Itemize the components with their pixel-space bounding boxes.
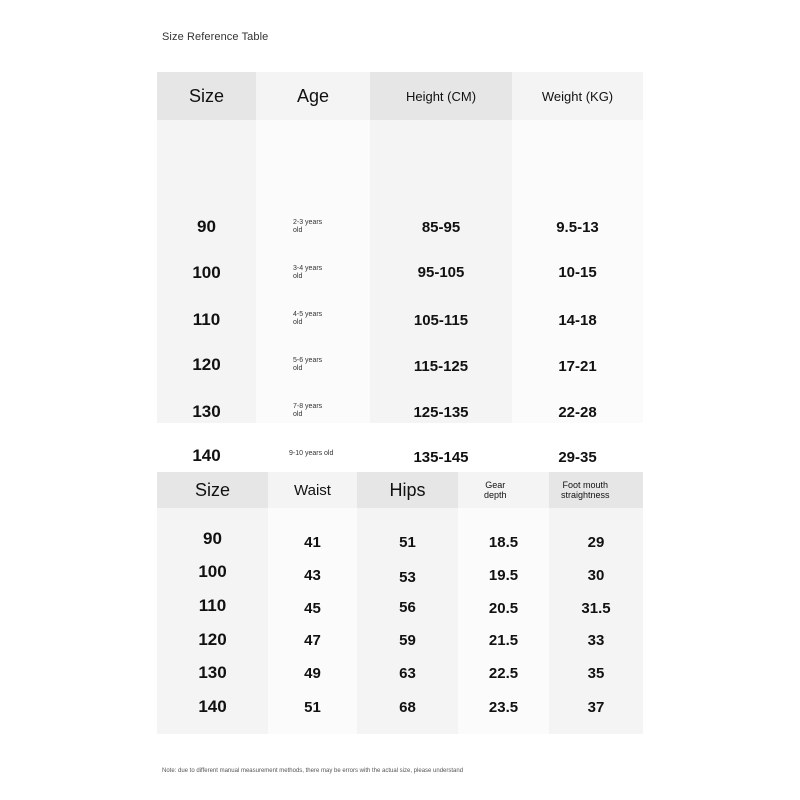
table-cell: 10-15 — [558, 263, 597, 281]
table-cell: 115-125 — [413, 357, 469, 375]
column-age — [256, 72, 370, 457]
table-cell: 37 — [587, 698, 605, 716]
table-cell: 31.5 — [581, 599, 611, 617]
table-cell: 19.5 — [488, 566, 519, 584]
column-foot-mouth — [549, 472, 643, 734]
table-cell: 105-115 — [413, 311, 469, 329]
column-size — [157, 472, 268, 734]
size-measurements-table — [157, 472, 643, 734]
table-cell: 41 — [304, 533, 321, 551]
table-cell: 110 — [198, 596, 227, 615]
header-foot-mouth: Foot mouth straightness — [549, 472, 643, 508]
table-cell: 90 — [197, 217, 216, 236]
table-cell: 130 — [198, 663, 227, 682]
table-cell: 100 — [198, 562, 227, 581]
table-cell: 53 — [399, 568, 416, 586]
table-cell: 51 — [399, 533, 416, 551]
column-weight — [512, 72, 643, 466]
header-gear-depth: Gear depth — [458, 472, 549, 508]
table-cell: 120 — [198, 630, 227, 649]
column-hips — [357, 472, 458, 734]
header-weight: Weight (KG) — [512, 72, 643, 120]
header-hips: Hips — [357, 472, 458, 508]
measurement-note: Note: due to different manual measurement methods, there may be errors with the actual size, please understand — [162, 768, 464, 774]
table-cell: 95-105 — [417, 263, 465, 281]
column-size — [157, 72, 256, 465]
table-cell: 9.5-13 — [556, 218, 599, 236]
table-cell: 140 — [198, 697, 227, 716]
table-cell: 90 — [203, 529, 222, 548]
table-cell: 22-28 — [558, 403, 597, 421]
table-cell: 35 — [587, 664, 605, 682]
table-cell: 49 — [304, 664, 321, 682]
table-cell: 130 — [192, 402, 221, 421]
table-cell: 68 — [399, 698, 416, 716]
table-cell: 140 — [192, 446, 221, 465]
table-cell: 14-18 — [558, 311, 597, 329]
table-cell: 63 — [399, 664, 416, 682]
header-height: Height (CM) — [370, 72, 512, 120]
age-cell: 4-5 years old — [293, 311, 323, 326]
header-size: Size — [157, 72, 256, 120]
age-cell: 7-8 years old — [293, 403, 323, 418]
age-cell: 3-4 years old — [293, 265, 323, 280]
table-cell: 59 — [399, 631, 416, 649]
table-cell: 17-21 — [558, 357, 597, 375]
table-cell: 100 — [192, 263, 221, 282]
table-cell: 51 — [304, 698, 321, 716]
page-title: Size Reference Table — [162, 31, 269, 43]
table-cell: 29-35 — [558, 448, 597, 466]
column-height — [370, 72, 512, 466]
table-cell: 18.5 — [488, 533, 519, 551]
table-cell: 21.5 — [488, 631, 519, 649]
table-cell: 33 — [587, 631, 605, 649]
table-cell: 135-145 — [413, 448, 469, 466]
table-cell: 125-135 — [413, 403, 469, 421]
column-waist — [268, 472, 357, 734]
table-cell: 29 — [587, 533, 605, 551]
table-cell: 110 — [192, 310, 221, 329]
header-age: Age — [256, 72, 370, 120]
column-gear-depth — [458, 472, 549, 734]
table-cell: 23.5 — [488, 698, 519, 716]
table-cell: 22.5 — [488, 664, 519, 682]
table-cell: 120 — [192, 355, 221, 374]
table-cell: 56 — [399, 598, 416, 616]
table-cell: 20.5 — [488, 599, 519, 617]
table-cell: 43 — [304, 566, 321, 584]
table-cell: 47 — [304, 631, 321, 649]
table-cell: 85-95 — [421, 218, 461, 236]
age-cell: 2-3 years old — [293, 219, 323, 234]
table-cell: 30 — [587, 566, 605, 584]
table-cell: 45 — [304, 599, 321, 617]
size-age-table — [157, 72, 643, 466]
header-size: Size — [157, 472, 268, 508]
header-waist: Waist — [268, 472, 357, 508]
age-cell: 9-10 years old — [289, 450, 334, 457]
age-cell: 5-6 years old — [293, 357, 323, 372]
